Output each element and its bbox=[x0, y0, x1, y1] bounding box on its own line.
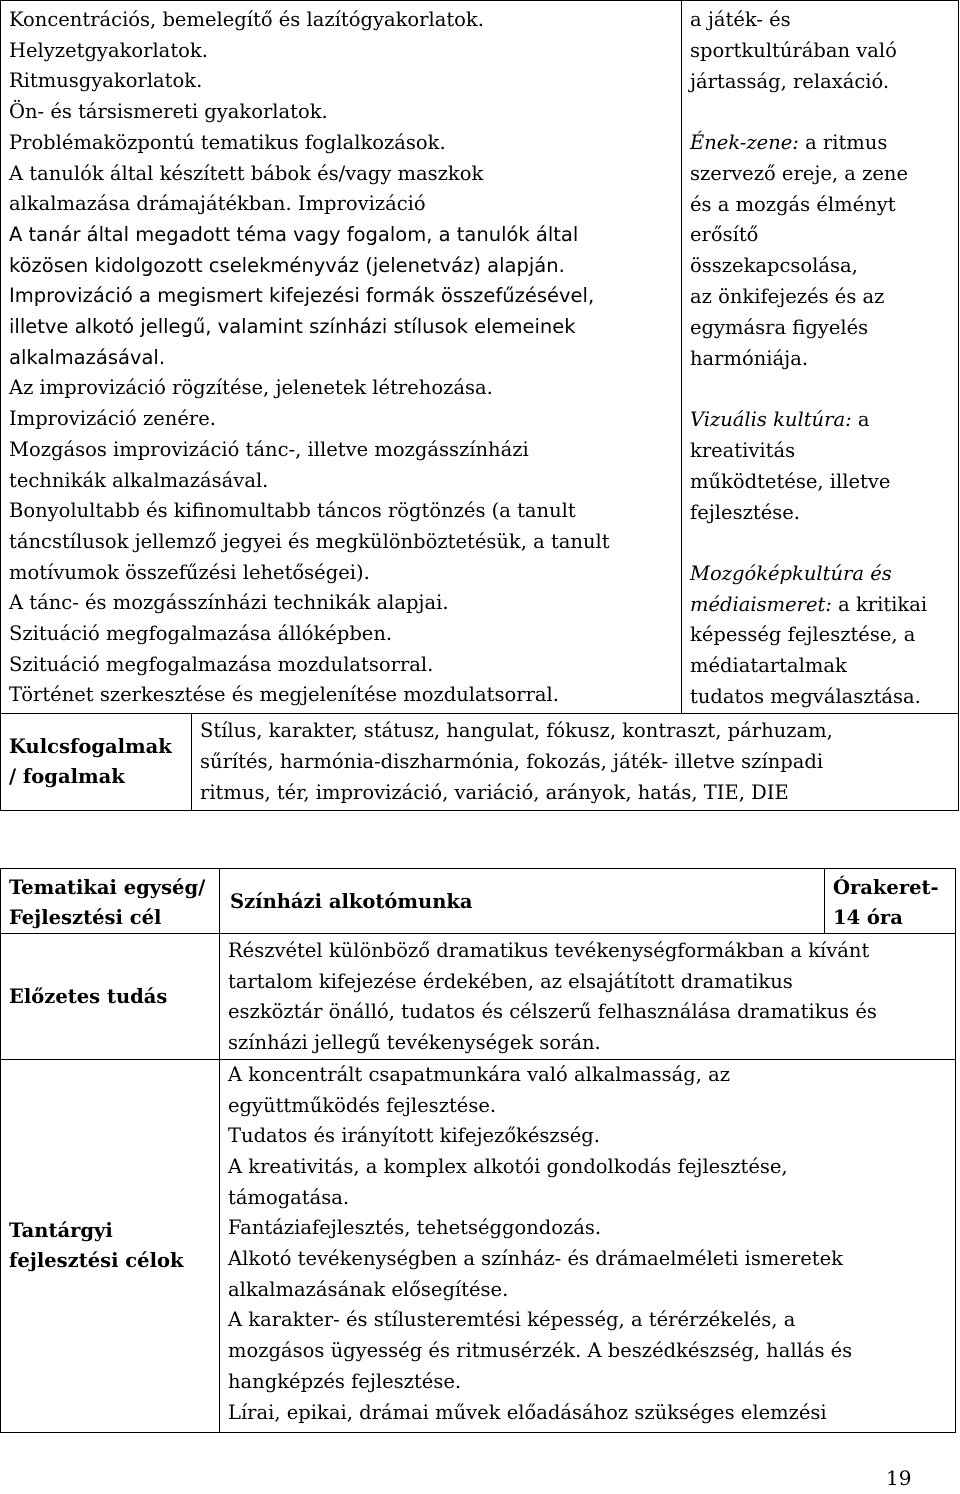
connection-line: harmóniája. bbox=[690, 347, 809, 371]
prior-knowledge-label: Előzetes tudás bbox=[9, 984, 168, 1008]
connection-line: és a mozgás élményt bbox=[690, 192, 896, 216]
activity-line: A tanár által megadott téma vagy fogalom, a tanulók által bbox=[9, 222, 579, 246]
goals-label-line: fejlesztési célok bbox=[9, 1248, 184, 1272]
unit-label-line: Tematikai egység/ bbox=[9, 876, 206, 899]
activity-line: Problémaközpontú tematikus foglalkozások. bbox=[9, 130, 446, 154]
activity-line: táncstílusok jellemző jegyei és megkülönböztetésük, a tanult bbox=[9, 529, 610, 553]
connection-line: jártasság, relaxáció. bbox=[690, 69, 890, 93]
key-concepts-label-line: Kulcsfogalmak bbox=[9, 735, 172, 759]
goal-line: alkalmazásának elősegítése. bbox=[228, 1277, 509, 1301]
connection-subject: Vizuális kultúra: bbox=[690, 407, 852, 431]
connection-text: a kritikai bbox=[838, 592, 928, 616]
goal-line: Tudatos és irányított kifejezőkészség. bbox=[228, 1124, 600, 1148]
hours bbox=[825, 869, 955, 933]
goal-line: Fantáziafejlesztés, tehetséggondozás. bbox=[228, 1216, 602, 1240]
connection-line: fejlesztése. bbox=[690, 500, 800, 524]
activity-line: Ön- és társismereti gyakorlatok. bbox=[9, 100, 328, 124]
connection-subject: Mozgóképkultúra és bbox=[690, 561, 892, 585]
activity-line: Történet szerkesztése és megjelenítése mozdulatsorral. bbox=[9, 683, 559, 707]
prior-knowledge-line: tartalom kifejezése érdekében, az elsajátított dramatikus bbox=[228, 969, 793, 993]
key-concepts-list bbox=[192, 714, 958, 808]
hours-value: 14 óra bbox=[833, 906, 903, 929]
activity-line: Szituáció megfogalmazása állóképben. bbox=[9, 622, 393, 646]
prior-knowledge-label-cell bbox=[1, 934, 220, 1060]
activity-line: motívumok összefűzési lehetőségei). bbox=[9, 560, 370, 584]
activity-line: Helyzetgyakorlatok. bbox=[9, 38, 208, 62]
activity-line: Improvizáció zenére. bbox=[9, 407, 216, 431]
connection-line: a játék- és bbox=[690, 8, 791, 31]
key-concepts-label bbox=[1, 732, 191, 792]
goal-line: Lírai, epikai, drámai művek előadásához szükséges elemzési bbox=[228, 1400, 827, 1424]
goal-line: Alkotó tevékenységben a színház- és drámaelméleti ismeretek bbox=[228, 1247, 843, 1271]
activity-line: technikák alkalmazásával. bbox=[9, 468, 269, 492]
unit-label-line: Fejlesztési cél bbox=[9, 906, 162, 929]
goals-label-line: Tantárgyi bbox=[9, 1218, 113, 1242]
connection-subject: médiaismeret: bbox=[690, 592, 832, 616]
unit-label-cell bbox=[1, 869, 220, 934]
key-concepts-label-line: / fogalmak bbox=[9, 765, 125, 789]
connection-subject: Ének-zene: bbox=[690, 130, 799, 154]
connection-line: képesség fejlesztése, a bbox=[690, 623, 916, 647]
key-concepts-line: Stílus, karakter, státusz, hangulat, fókusz, kontraszt, párhuzam, bbox=[200, 719, 833, 743]
activity-line: A tanulók által készített bábok és/vagy maszkok bbox=[9, 161, 484, 185]
connections-cell bbox=[682, 1, 959, 714]
connections-list bbox=[682, 1, 958, 713]
key-concepts-label-cell bbox=[1, 714, 192, 811]
connection-line: kreativitás bbox=[690, 438, 796, 462]
prior-knowledge-line: Részvétel különböző dramatikus tevékenységformákban a kívánt bbox=[228, 939, 870, 962]
activity-line: közösen kidolgozott cselekményváz (jelenetváz) alapján. bbox=[9, 253, 565, 277]
prior-knowledge-cell bbox=[220, 934, 956, 1060]
activity-line: Bonyolultabb és kifinomultabb táncos rögtönzés (a tanult bbox=[9, 499, 576, 523]
goal-line: A karakter- és stílusteremtési képesség, a térérzékelés, a bbox=[228, 1308, 796, 1332]
goal-line: együttműködés fejlesztése. bbox=[228, 1093, 497, 1117]
prior-knowledge-line: eszköztár önálló, tudatos és célszerű felhasználása dramatikus és bbox=[228, 1000, 877, 1024]
goals-list bbox=[220, 1060, 955, 1428]
activity-line: Az improvizáció rögzítése, jelenetek létrehozása. bbox=[9, 376, 493, 400]
connection-line: tudatos megválasztása. bbox=[690, 685, 921, 709]
key-concepts-line: sűrítés, harmónia-diszharmónia, fokozás, játék- illetve színpadi bbox=[200, 749, 824, 773]
goals-cell bbox=[220, 1059, 956, 1432]
activity-line: alkalmazása drámajátékban. Improvizáció bbox=[9, 192, 426, 216]
activity-line: Koncentrációs, bemelegítő és lazítógyakorlatok. bbox=[9, 8, 484, 31]
activity-line: Szituáció megfogalmazása mozdulatsorral. bbox=[9, 652, 434, 676]
unit-title-cell bbox=[220, 869, 825, 934]
unit-title: Színházi alkotómunka bbox=[230, 889, 473, 913]
connection-line: egymásra figyelés bbox=[690, 316, 869, 340]
activity-line: alkalmazásával. bbox=[9, 345, 166, 369]
prior-knowledge-list bbox=[220, 934, 955, 1059]
unit-label bbox=[1, 869, 219, 933]
activity-line: illetve alkotó jellegű, valamint színházi stílusok elemeinek bbox=[9, 315, 576, 339]
connection-text: a bbox=[857, 407, 870, 431]
goals-label bbox=[1, 1216, 219, 1276]
key-concepts-line: ritmus, tér, improvizáció, variáció, arányok, hatás, TIE, DIE bbox=[200, 780, 789, 804]
hours-label: Órakeret- bbox=[833, 876, 939, 899]
page-number: 19 bbox=[886, 1466, 912, 1490]
connection-line: az önkifejezés és az bbox=[690, 285, 885, 309]
activity-line: Ritmusgyakorlatok. bbox=[9, 69, 203, 93]
connection-line: médiatartalmak bbox=[690, 654, 847, 678]
connection-line: erősítő bbox=[690, 223, 759, 247]
goal-line: támogatása. bbox=[228, 1185, 350, 1209]
goal-line: A kreativitás, a komplex alkotói gondolkodás fejlesztése, bbox=[228, 1154, 788, 1178]
goal-line: hangképzés fejlesztése. bbox=[228, 1369, 462, 1393]
connection-line: szervező ereje, a zene bbox=[690, 161, 909, 185]
key-concepts-cell bbox=[192, 714, 959, 811]
activities-cell bbox=[1, 1, 682, 714]
connection-line: összekapcsolása, bbox=[690, 254, 858, 278]
goal-line: A koncentrált csapatmunkára való alkalmasság, az bbox=[228, 1062, 731, 1086]
connection-text: a ritmus bbox=[805, 130, 888, 154]
hours-cell bbox=[825, 869, 956, 934]
goals-label-cell bbox=[1, 1059, 220, 1432]
connection-line: sportkultúrában való bbox=[690, 38, 897, 62]
activities-list bbox=[1, 1, 681, 711]
activity-line: Mozgásos improvizáció tánc-, illetve mozgásszínházi bbox=[9, 437, 529, 461]
goal-line: mozgásos ügyesség és ritmusérzék. A beszédkészség, hallás és bbox=[228, 1339, 853, 1363]
connection-line: működtetése, illetve bbox=[690, 469, 891, 493]
activity-line: A tánc- és mozgásszínházi technikák alapjai. bbox=[9, 591, 449, 615]
unit-table bbox=[0, 868, 956, 1433]
prior-knowledge-line: színházi jellegű tevékenységek során. bbox=[228, 1031, 601, 1055]
activity-line: Improvizáció a megismert kifejezési formák összefűzésével, bbox=[9, 284, 595, 308]
